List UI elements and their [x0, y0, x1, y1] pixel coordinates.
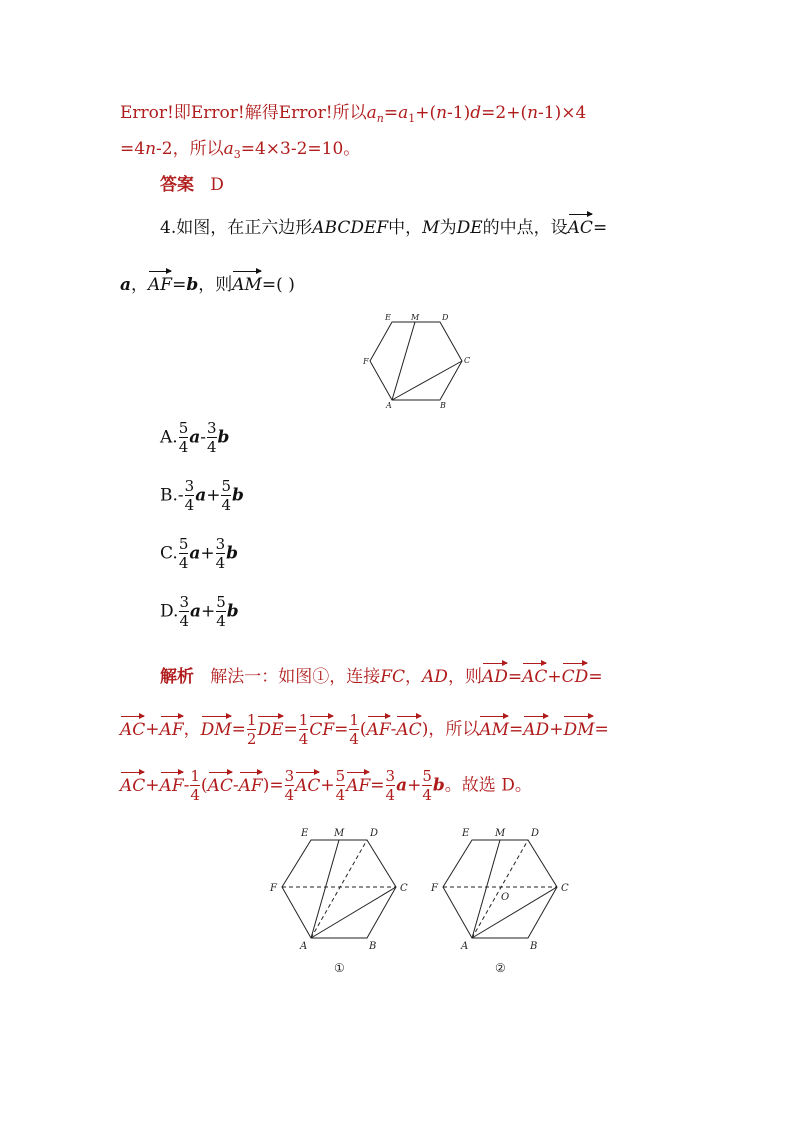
fig2-label-b: B [530, 941, 538, 952]
fig2-label-f: F [431, 883, 438, 894]
label-m: M [411, 313, 420, 322]
fig1-label-a: A [300, 941, 308, 952]
fig2-label-m: M [495, 828, 506, 839]
fig2-label-a: A [461, 941, 469, 952]
fig2-label-d: D [531, 828, 540, 839]
fig2-label-c: C [561, 883, 569, 894]
figure-caption-1: ① [334, 961, 345, 975]
solution-line-2: AC+AF，DM= $\frac{1}{2}$ DE= $\frac{1}{4}$ CF= $\frac{1}{4}$ (AF-AC)，所以AM=AD+DM= [120, 711, 609, 748]
solution-line-3: AC+AF- $\frac{1}{4}$ (AC-AF)= $\frac{3}{4}$ AC+ $\frac{5}{4}$ AF= $\frac{3}{4}$ a+ $\frac{5}{4}$ b。故选 D。 [120, 767, 532, 804]
fig1-label-c: C [400, 883, 408, 894]
label-a: A [386, 401, 392, 410]
fig1-label-d: D [370, 828, 379, 839]
label-b: B [440, 401, 446, 410]
label-e: E [385, 313, 391, 322]
label-f: F [363, 357, 369, 366]
question-line-1: 4.如图，在正六边形ABCDEF中，M为DE的中点，设AC= [160, 218, 608, 238]
figure-caption-2: ② [495, 961, 506, 975]
option-d[interactable]: D. $\frac{3}{4}$ a+ $\frac{5}{4}$ b [160, 593, 239, 630]
answer-line: 答案 D [160, 175, 224, 195]
question-hexagon [370, 322, 462, 400]
fig1-label-e: E [301, 828, 309, 839]
label-c: C [464, 356, 471, 365]
solution-figure-1 [282, 840, 396, 938]
fig1-label-m: M [334, 828, 345, 839]
option-a[interactable]: A. $\frac{5}{4}$ a- $\frac{3}{4}$ b [160, 419, 230, 456]
fig1-label-b: B [369, 941, 377, 952]
prev-solution-line-1: Error!即Error!解得Error!所以$a_n=a_1+(n-1)d=2+(n-1)\times 4$ [120, 103, 587, 125]
question-line-2: a，AF=b，则AM=( ) [120, 275, 295, 295]
fig1-label-f: F [270, 883, 277, 894]
option-c[interactable]: C. $\frac{5}{4}$ a+ $\frac{3}{4}$ b [160, 535, 239, 572]
fig2-label-e: E [462, 828, 470, 839]
solution-figure-2 [443, 840, 557, 938]
vector-af: AF [148, 275, 173, 295]
option-b[interactable]: B.- $\frac{3}{4}$ a+ $\frac{5}{4}$ b [160, 477, 244, 514]
fig2-label-o: O [501, 892, 510, 903]
label-d: D [442, 313, 449, 322]
solution-line-1: 解析 解法一：如图①，连接FC，AD，则AD=AC+CD= [160, 667, 603, 687]
prev-solution-line-2: =4n-2，所以$a_3=4\times 3-2=10$。 [120, 139, 361, 161]
vector-ac: AC [567, 218, 593, 238]
vector-am: AM [232, 275, 262, 295]
